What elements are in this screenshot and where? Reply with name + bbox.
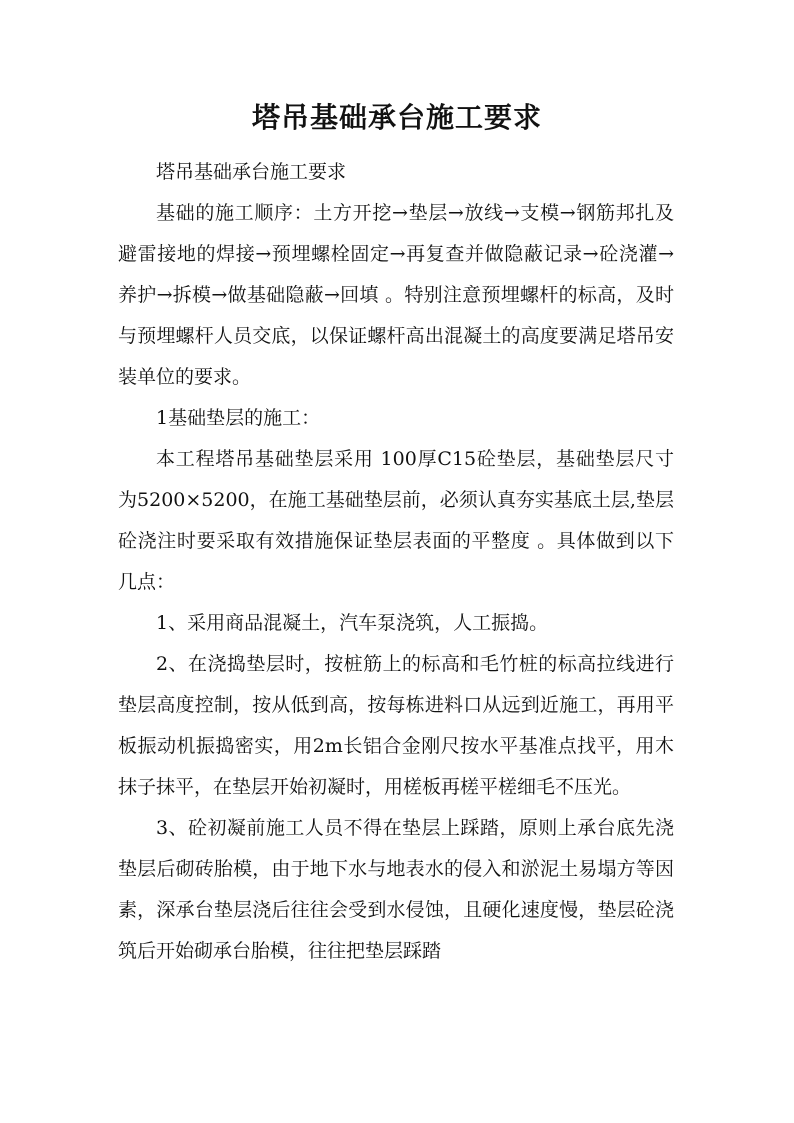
paragraph-item-3: 3、砼初凝前施工人员不得在垫层上踩踏，原则上承台底先浇垫层后砌砖胎模，由于地下水与地表水的侵入和淤泥土易塌方等因素，深承台垫层浇后往往会受到水侵蚀，且硬化速度慢，垫层砼浇筑后开始砌承台胎模，往往把垫层踩踏: [118, 817, 674, 962]
document-body: [118, 152, 674, 972]
paragraph-construction-sequence: 基础的施工顺序：土方开挖→垫层→放线→支模→钢筋邦扎及避雷接地的焊接→预埋螺栓固定→再复查并做隐蔽记录→砼浇灌→养护→拆模→做基础隐蔽→回填 。特别注意预埋螺杆的标高，及时与预埋螺杆人员交底，以保证螺杆高出混凝土的高度要满足塔吊安装单位的要求。: [118, 202, 674, 388]
paragraph-section-heading: 1基础垫层的施工：: [156, 407, 321, 429]
paragraph-item-2: 2、在浇捣垫层时，按桩筋上的标高和毛竹桩的标高拉线进行垫层高度控制，按从低到高，按每栋进料口从远到近施工，再用平板振动机振捣密实，用2m长铝合金刚尺按水平基准点找平，用木抹子抹平，在垫层开始初凝时，用槎板再槎平槎细毛不压光。: [118, 653, 674, 798]
paragraph-item-1: 1、采用商品混凝土，汽车泵浇筑，人工振捣。: [156, 612, 549, 634]
paragraph-cushion-layer: 本工程塔吊基础垫层采用 100厚C15砼垫层，基础垫层尺寸为5200×5200，在施工基础垫层前，必须认真夯实基底土层,垫层砼浇注时要采取有效措施保证垫层表面的平整度 。具体做到以下几点：: [118, 448, 674, 593]
paragraph-subtitle: 塔吊基础承台施工要求: [156, 161, 347, 183]
document-title: 塔吊基础承台施工要求: [251, 101, 542, 134]
